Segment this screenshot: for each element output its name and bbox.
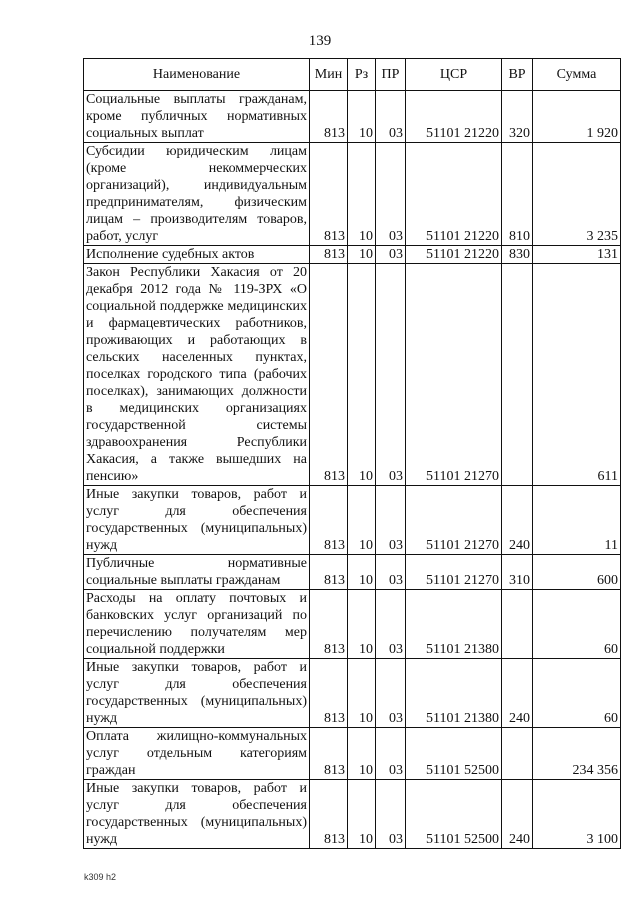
header-csr: ЦСР [406,59,502,91]
row-rz: 10 [348,264,376,486]
row-pr: 03 [376,780,406,849]
row-min: 813 [310,659,348,728]
row-sum: 234 356 [533,728,621,780]
table-row [84,555,621,590]
row-name: Оплата жилищно-коммунальных услуг отдельным категориям граждан [84,728,310,780]
row-vr: 240 [502,780,533,849]
row-csr: 51101 21270 [406,486,502,555]
footer-code: k309 h2 [84,872,117,882]
row-pr: 03 [376,555,406,590]
row-min: 813 [310,555,348,590]
row-name: Иные закупки товаров, работ и услуг для обеспечения государственных (муниципальных) нужд [84,659,310,728]
row-name: Иные закупки товаров, работ и услуг для обеспечения государственных (муниципальных) нужд [84,780,310,849]
row-min: 813 [310,91,348,143]
header-pr: ПР [376,59,406,91]
row-sum: 131 [533,246,621,264]
row-vr: 310 [502,555,533,590]
row-sum: 3 235 [533,143,621,246]
row-name: Закон Республики Хакасия от 20 декабря 2012 года № 119-ЗРХ «О социальной поддержке медицинских и фармацевтических работников, проживающих и работающих в сельских населенных пунктах, поселках городского типа (рабочих поселках), занимающих должности в медицинских организациях государственной системы здравоохранения Республики Хакасия, а также вышедших на пенсию» [84,264,310,486]
page-number: 139 [308,33,332,49]
table-row [84,486,621,555]
row-name: Социальные выплаты гражданам, кроме публичных нормативных социальных выплат [84,91,310,143]
row-min: 813 [310,143,348,246]
row-min: 813 [310,264,348,486]
row-pr: 03 [376,486,406,555]
row-min: 813 [310,728,348,780]
table-row [84,728,621,780]
header-name: Наименование [84,59,310,91]
row-pr: 03 [376,590,406,659]
header-sum: Сумма [533,59,621,91]
row-csr: 51101 21220 [406,246,502,264]
table-row [84,780,621,849]
row-rz: 10 [348,659,376,728]
row-vr: 240 [502,659,533,728]
row-sum: 600 [533,555,621,590]
row-pr: 03 [376,264,406,486]
row-rz: 10 [348,91,376,143]
row-name: Исполнение судебных актов [84,246,310,264]
row-rz: 10 [348,555,376,590]
row-min: 813 [310,246,348,264]
row-min: 813 [310,590,348,659]
budget-table [83,58,621,849]
row-csr: 51101 21220 [406,143,502,246]
header-vr: ВР [502,59,533,91]
table-row [84,659,621,728]
row-rz: 10 [348,590,376,659]
row-vr: 810 [502,143,533,246]
table-row [84,91,621,143]
row-pr: 03 [376,91,406,143]
row-sum: 1 920 [533,91,621,143]
row-min: 813 [310,486,348,555]
row-csr: 51101 21380 [406,659,502,728]
row-vr: 320 [502,91,533,143]
row-pr: 03 [376,728,406,780]
table-row [84,246,621,264]
row-name: Субсидии юридическим лицам (кроме некоммерческих организаций), индивидуальным предпринимателям, физическим лицам – производителям товаров, работ, услуг [84,143,310,246]
row-rz: 10 [348,143,376,246]
table-row [84,143,621,246]
table-row [84,264,621,486]
table-header-row [84,59,621,91]
table-row [84,590,621,659]
row-vr: 240 [502,486,533,555]
row-rz: 10 [348,780,376,849]
row-name: Расходы на оплату почтовых и банковских услуг организаций по перечислению получателям мер социальной поддержки [84,590,310,659]
row-pr: 03 [376,659,406,728]
row-csr: 51101 21270 [406,555,502,590]
row-name: Публичные нормативные социальные выплаты гражданам [84,555,310,590]
row-csr: 51101 52500 [406,728,502,780]
row-vr: 830 [502,246,533,264]
row-sum: 3 100 [533,780,621,849]
row-csr: 51101 21380 [406,590,502,659]
row-vr [502,590,533,659]
row-name: Иные закупки товаров, работ и услуг для обеспечения государственных (муниципальных) нужд [84,486,310,555]
row-csr: 51101 21270 [406,264,502,486]
row-pr: 03 [376,143,406,246]
header-rz: Рз [348,59,376,91]
row-rz: 10 [348,246,376,264]
header-min: Мин [310,59,348,91]
row-csr: 51101 52500 [406,780,502,849]
row-vr [502,264,533,486]
row-csr: 51101 21220 [406,91,502,143]
row-sum: 611 [533,264,621,486]
row-sum: 11 [533,486,621,555]
row-rz: 10 [348,728,376,780]
row-rz: 10 [348,486,376,555]
row-vr [502,728,533,780]
row-sum: 60 [533,659,621,728]
row-sum: 60 [533,590,621,659]
row-pr: 03 [376,246,406,264]
row-min: 813 [310,780,348,849]
